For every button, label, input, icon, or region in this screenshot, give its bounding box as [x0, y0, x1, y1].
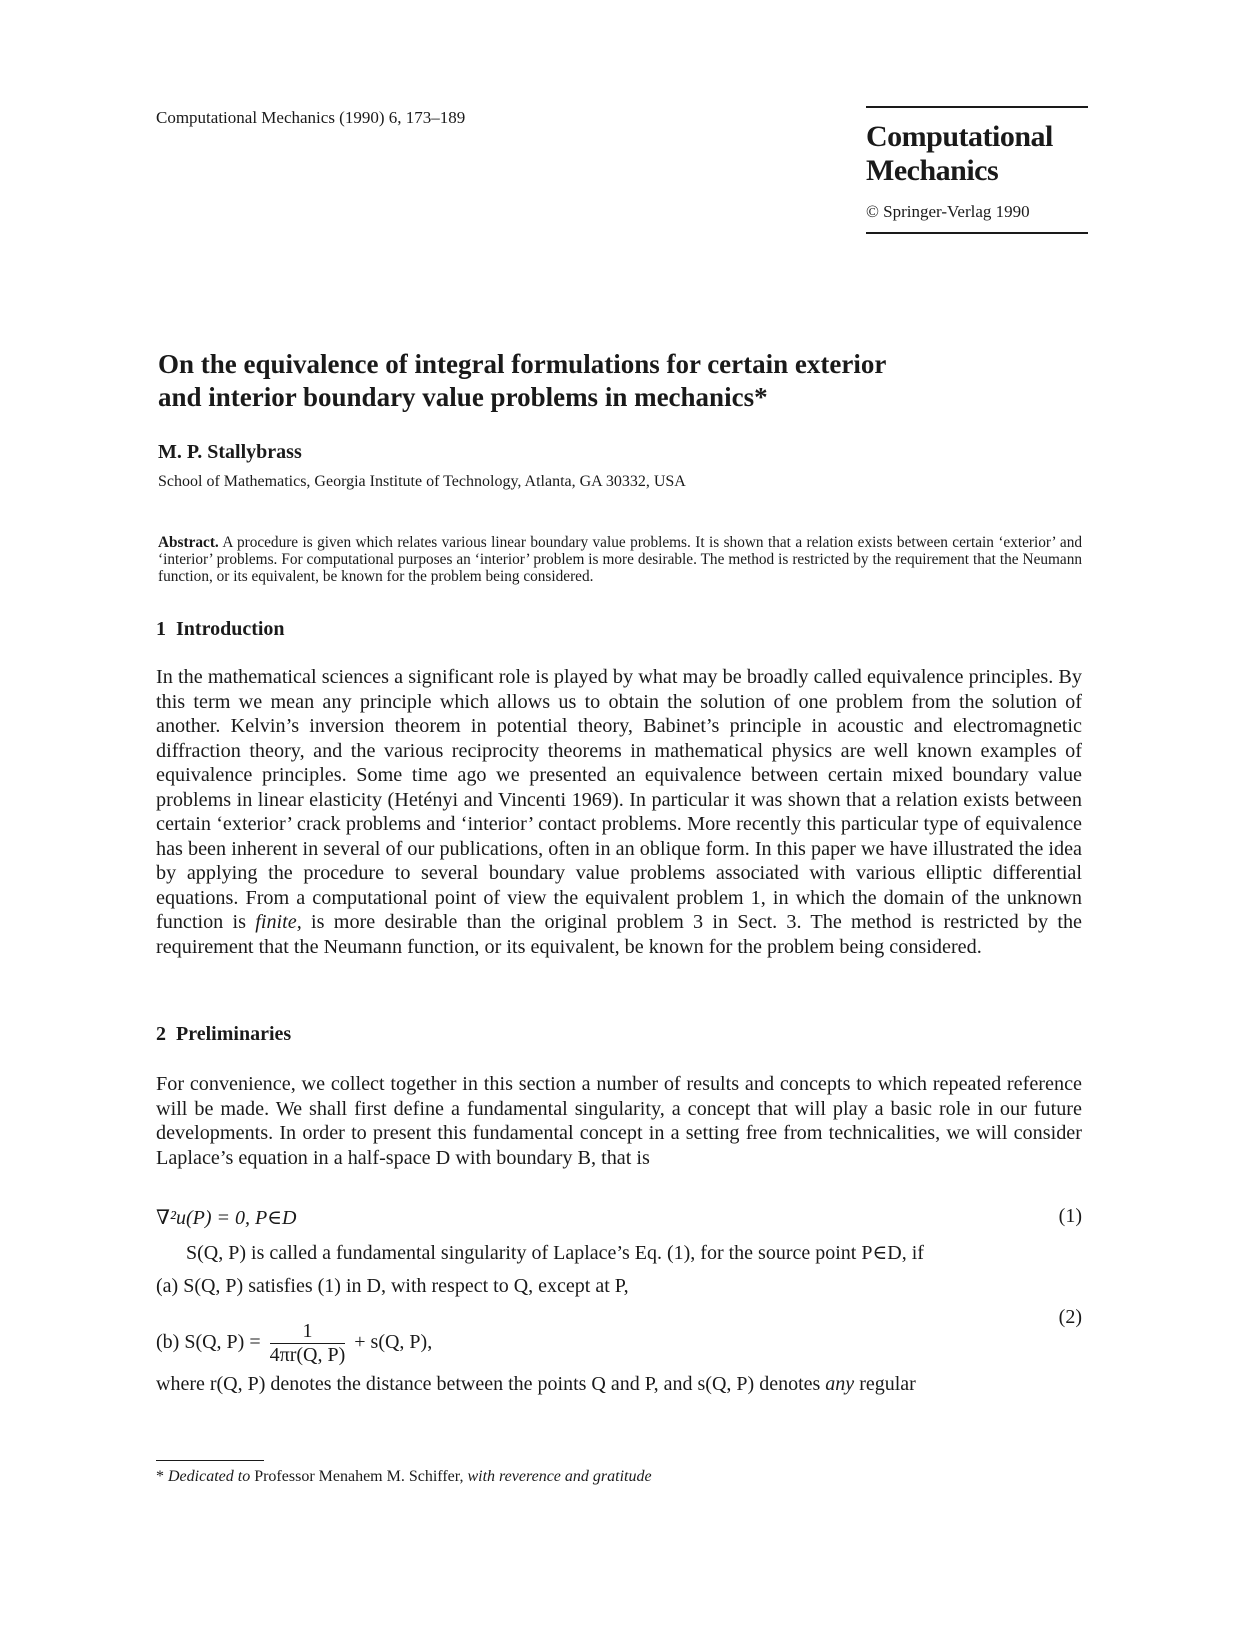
abstract-label: Abstract. — [158, 534, 219, 551]
definition-line: S(Q, P) is called a fundamental singularity of Laplace’s Eq. (1), for the source point P∈D, if — [186, 1242, 924, 1264]
intro-text-a: In the mathematical sciences a significant role is played by what may be broadly called equivalence principles. By this term we mean any principle which allows us to obtain the solution of one problem from the solution of another. Kelvin’s inversion theorem in potential theory, Babinet’s principle in acoustic and electromagnetic diffraction theory, and the various reciprocity theorems in mathematical physics are well known examples of equivalence principles. Some time ago we presented an equivalence between certain mixed boundary value problems in linear elasticity (Hetényi and Vincenti 1969). In particular it was shown that a relation exists between certain ‘exterior’ crack problems and ‘interior’ contact problems. More recently this particular type of equivalence has been inherent in several of our publications, often in an oblique form. In this paper we have illustrated the idea by applying the procedure to several boundary value problems associated with various elliptic differential equations. From a computational point of view the equivalent problem 1, in which the domain of the unknown function is — [156, 666, 1082, 933]
fraction-numerator: 1 — [270, 1320, 346, 1344]
section-1-number: 1 — [156, 618, 166, 640]
footnote-marker: * — [156, 1468, 164, 1485]
last-line-a: where r(Q, P) denotes the distance between the points Q and P, and s(Q, P) denotes — [156, 1373, 821, 1395]
journal-reference: Computational Mechanics (1990) 6, 173–189 — [156, 108, 466, 127]
footnote-name: Professor Menahem M. Schiffer, — [254, 1468, 464, 1485]
author-name: M. P. Stallybrass — [158, 441, 302, 463]
brand-name-line1: Computational — [866, 120, 1053, 153]
condition-b-suffix: + s(Q, P), — [354, 1331, 433, 1354]
title-line-1: On the equivalence of integral formulations for certain exterior — [158, 349, 887, 379]
abstract-text: A procedure is given which relates various linear boundary value problems. It is shown that a relation exists between certain ‘exterior’ and ‘interior’ problems. For computational purposes an ‘interior’ problem is more desirable. The method is restricted by the requirement that the Neumann function, or its equivalent, be known for the problem being considered. — [158, 534, 1083, 585]
paper-title — [158, 348, 1058, 414]
journal-brand — [866, 106, 1088, 234]
affiliation: School of Mathematics, Georgia Institute of Technology, Atlanta, GA 30332, USA — [158, 473, 686, 490]
preliminaries-paragraph: For convenience, we collect together in this section a number of results and concepts to which repeated reference will be made. We shall first define a fundamental singularity, a concept that will play a basic role in our future developments. In order to present this fundamental concept in a setting free from technicalities, we will consider Laplace’s equation in a half-space D with boundary B, that is — [156, 1073, 1082, 1169]
brand-name-line2: Mechanics — [866, 154, 999, 187]
footnote-tail: with reverence and gratitude — [467, 1468, 652, 1485]
equation-1-body: ∇²u(P) = 0, P∈D — [156, 1207, 297, 1229]
equation-1-number: (1) — [1058, 1205, 1082, 1227]
footnote — [156, 1468, 652, 1486]
copyright: © Springer-Verlag 1990 — [866, 202, 1030, 221]
section-2-heading — [156, 1023, 291, 1046]
section-2-title: Preliminaries — [176, 1023, 292, 1045]
brand-top-rule — [866, 106, 1088, 108]
last-line-b: regular — [859, 1373, 916, 1395]
fraction — [270, 1320, 346, 1367]
last-line — [156, 1373, 1082, 1396]
section-1-heading — [156, 618, 285, 641]
abstract — [158, 534, 1082, 585]
equation-1 — [156, 1205, 1082, 1230]
section-1-title: Introduction — [176, 618, 285, 640]
title-line-2: and interior boundary value problems in mechanics* — [158, 382, 768, 412]
last-line-italic: any — [825, 1373, 855, 1395]
footnote-dedicated: Dedicated to — [168, 1468, 251, 1485]
condition-b-prefix: (b) S(Q, P) = — [156, 1331, 261, 1354]
equation-2-number: (2) — [1058, 1306, 1082, 1328]
intro-text-b: is more desirable than the original problem 3 in Sect. 3. The method is restricted by the requirement that the Neumann function, or its equivalent, be known for the problem being considered. — [156, 911, 1083, 958]
fraction-denominator: 4πr(Q, P) — [269, 1344, 346, 1366]
footnote-divider — [156, 1460, 264, 1461]
condition-a: (a) S(Q, P) satisfies (1) in D, with respect to Q, except at P, — [156, 1275, 629, 1297]
condition-b — [156, 1306, 1082, 1366]
section-2-number: 2 — [156, 1023, 166, 1045]
intro-text-italic: finite, — [255, 911, 302, 933]
brand-bottom-rule — [866, 232, 1088, 234]
introduction-paragraph — [156, 665, 1082, 959]
